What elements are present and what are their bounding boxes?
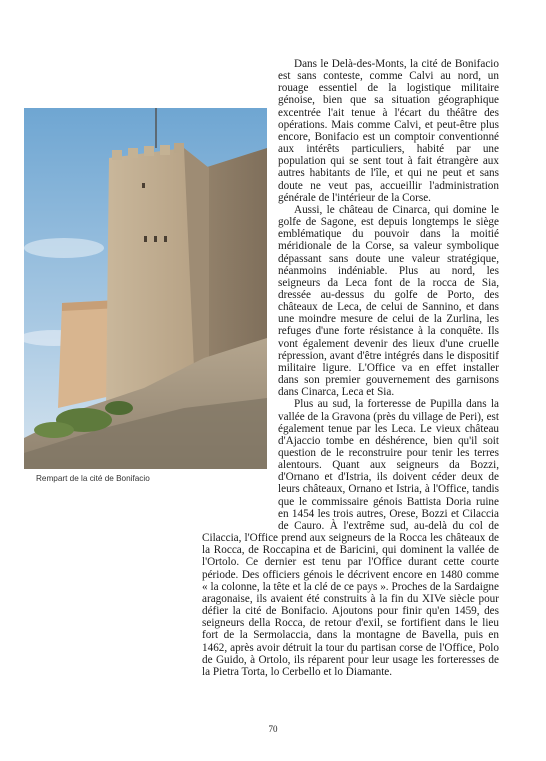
photo-wrap-space — [202, 102, 278, 520]
photo-caption: Rempart de la cité de Bonifacio — [36, 474, 150, 483]
body-text — [202, 58, 499, 678]
paragraph: Dans le Delà-des-Monts, la cité de Bonifacio est sans conteste, comme Calvi au nord, un rouage essentiel de la logistique militaire génoise, bien que sa situation géographique excentrée l'ait tenue à l'écart du théâtre des opérations. Mais comme Calvi, et peut-être plus encore, Bonifacio est un comptoir conventionné aux intérêts particuliers, habité par une population qui se sent tout à fait étrangère aux autres habitants de l'île, et qui ne peut et sans doute ne veut pas, accueillir l'administration générale de l'intérieur de la Corse. — [278, 58, 499, 204]
paragraph: Plus au sud, la forteresse de Pupilla dans la vallée de la Gravona (près du village de Peri), est également tenue par les Leca. Le vieux château d'Ajaccio tombe en déshérence, bien qu'il soit question de le reconstruire pour tenir les terres alentours. Quant aux seigneurs da Bozzi, d'Ornano et d'Istria, ils doivent céder deux de leurs châteaux, Ornano et Istria, à l'Office, tandis que le commissaire génois Battista Doria ruine en 1454 les trois autres, Orese, Bozzi et Cilaccia de Cauro. À l'extrême sud, au-delà du col de Cilaccia, l'Office prend aux seigneurs de la Rocca les châteaux de la Rocca, de Roccapina et de Baricini, qui dominent la vallée de l'Ortolo. Ce dernier est tenu par l'Office durant cette courte période. Des officiers génois le décrivent encore en 1480 comme « la colonne, la tête et la clé de ce pays ». Proches de la Sardaigne aragonaise, ils avaient été construits à la fin du XIVe siècle pour défier la cité de Bonifacio. Ajoutons pour finir qu'en 1459, des seigneurs della Rocca, de retour d'exil, se fortifient dans le lieu fort de la Sermolaccia, dans la montagne de Bavella, puis en 1462, après avoir détruit la tour du partisan corse de l'Office, Polo de Guido, à Ortolo, ils réparent pour leur usage les forteresses de la Pietra Torta, lo Cerbello et lo Diamante. — [202, 398, 499, 678]
page-number: 70 — [268, 724, 278, 734]
paragraph: Aussi, le château de Cinarca, qui domine le golfe de Sagone, est depuis longtemps le siège emblématique du pouvoir dans la moitié méridionale de la Corse, sa valeur symbolique dépassant sans doute une valeur stratégique, néanmoins indéniable. Plus au nord, les seigneurs da Leca font de la rocca de Sia, dressée au-dessus du golfe de Porto, des châteaux de Leca, de celui de Sannino, et dans une moindre mesure de celui de la Zurlina, les refuges d'une forte résistance à la conquête. Ils vont également devenir des lieux d'une cruelle répression, avant d'être intégrés dans le dispositif militaire ligure. L'Office va en effet installer dans son premier gouvernement des garnisons dans Cinarca, Leca et Sia. — [278, 203, 499, 399]
